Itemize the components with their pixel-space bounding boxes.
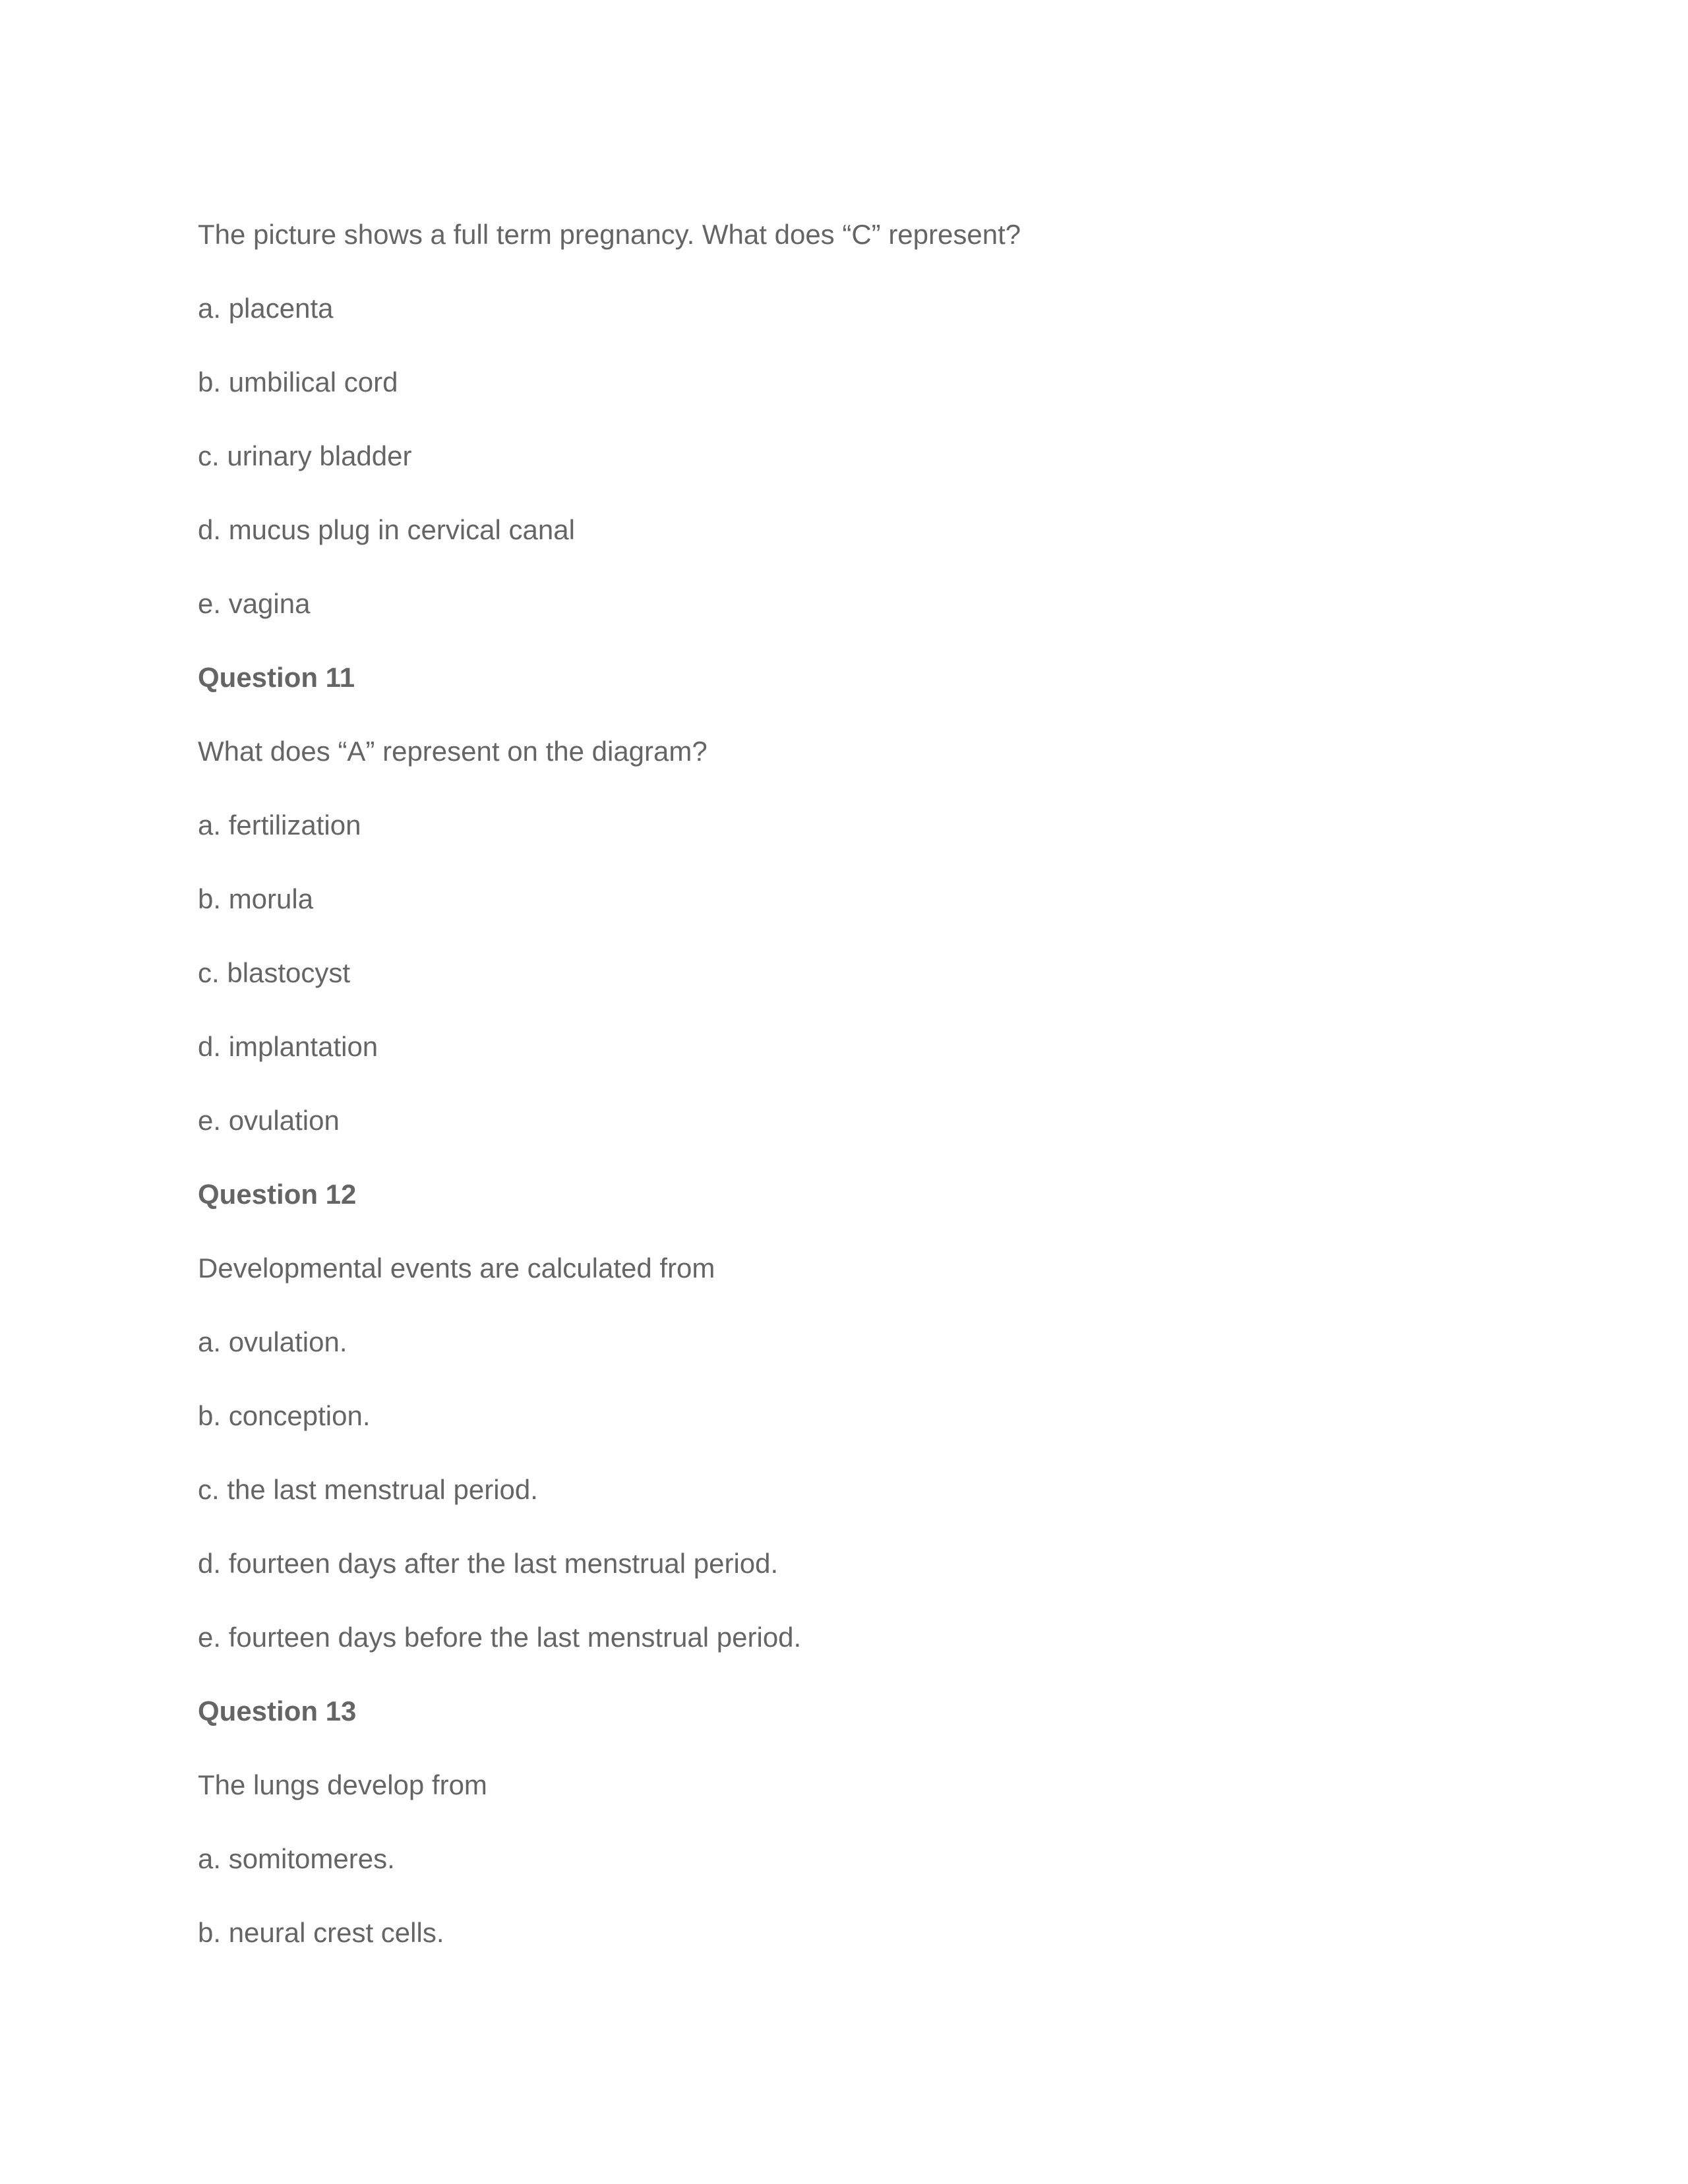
question-prompt: The picture shows a full term pregnancy. What does “C” represent? (198, 219, 1021, 250)
answer-option: c. blastocyst (198, 957, 351, 988)
answer-option: e. fourteen days before the last menstrual period. (198, 1622, 802, 1653)
question-prompt: Developmental events are calculated from (198, 1253, 715, 1284)
answer-option: b. conception. (198, 1400, 371, 1431)
answer-option: c. urinary bladder (198, 440, 412, 471)
question-heading: Question 11 (198, 662, 355, 693)
answer-option: d. fourteen days after the last menstrual period. (198, 1548, 779, 1579)
answer-option: a. somitomeres. (198, 1843, 395, 1874)
answer-option: b. morula (198, 883, 314, 914)
answer-option: a. placenta (198, 293, 334, 324)
question-heading: Question 13 (198, 1696, 357, 1727)
answer-option: d. mucus plug in cervical canal (198, 514, 575, 545)
answer-option: a. fertilization (198, 810, 361, 841)
answer-option: a. ovulation. (198, 1326, 347, 1357)
answer-option: c. the last menstrual period. (198, 1474, 538, 1505)
answer-option: d. implantation (198, 1031, 378, 1062)
answer-option: b. neural crest cells. (198, 1917, 444, 1948)
answer-option: b. umbilical cord (198, 367, 398, 398)
question-heading: Question 12 (198, 1179, 357, 1210)
answer-option: e. ovulation (198, 1105, 340, 1136)
answer-option: e. vagina (198, 588, 311, 619)
question-prompt: The lungs develop from (198, 1769, 487, 1800)
document-page (198, 210, 1517, 1982)
question-prompt: What does “A” represent on the diagram? (198, 736, 708, 767)
